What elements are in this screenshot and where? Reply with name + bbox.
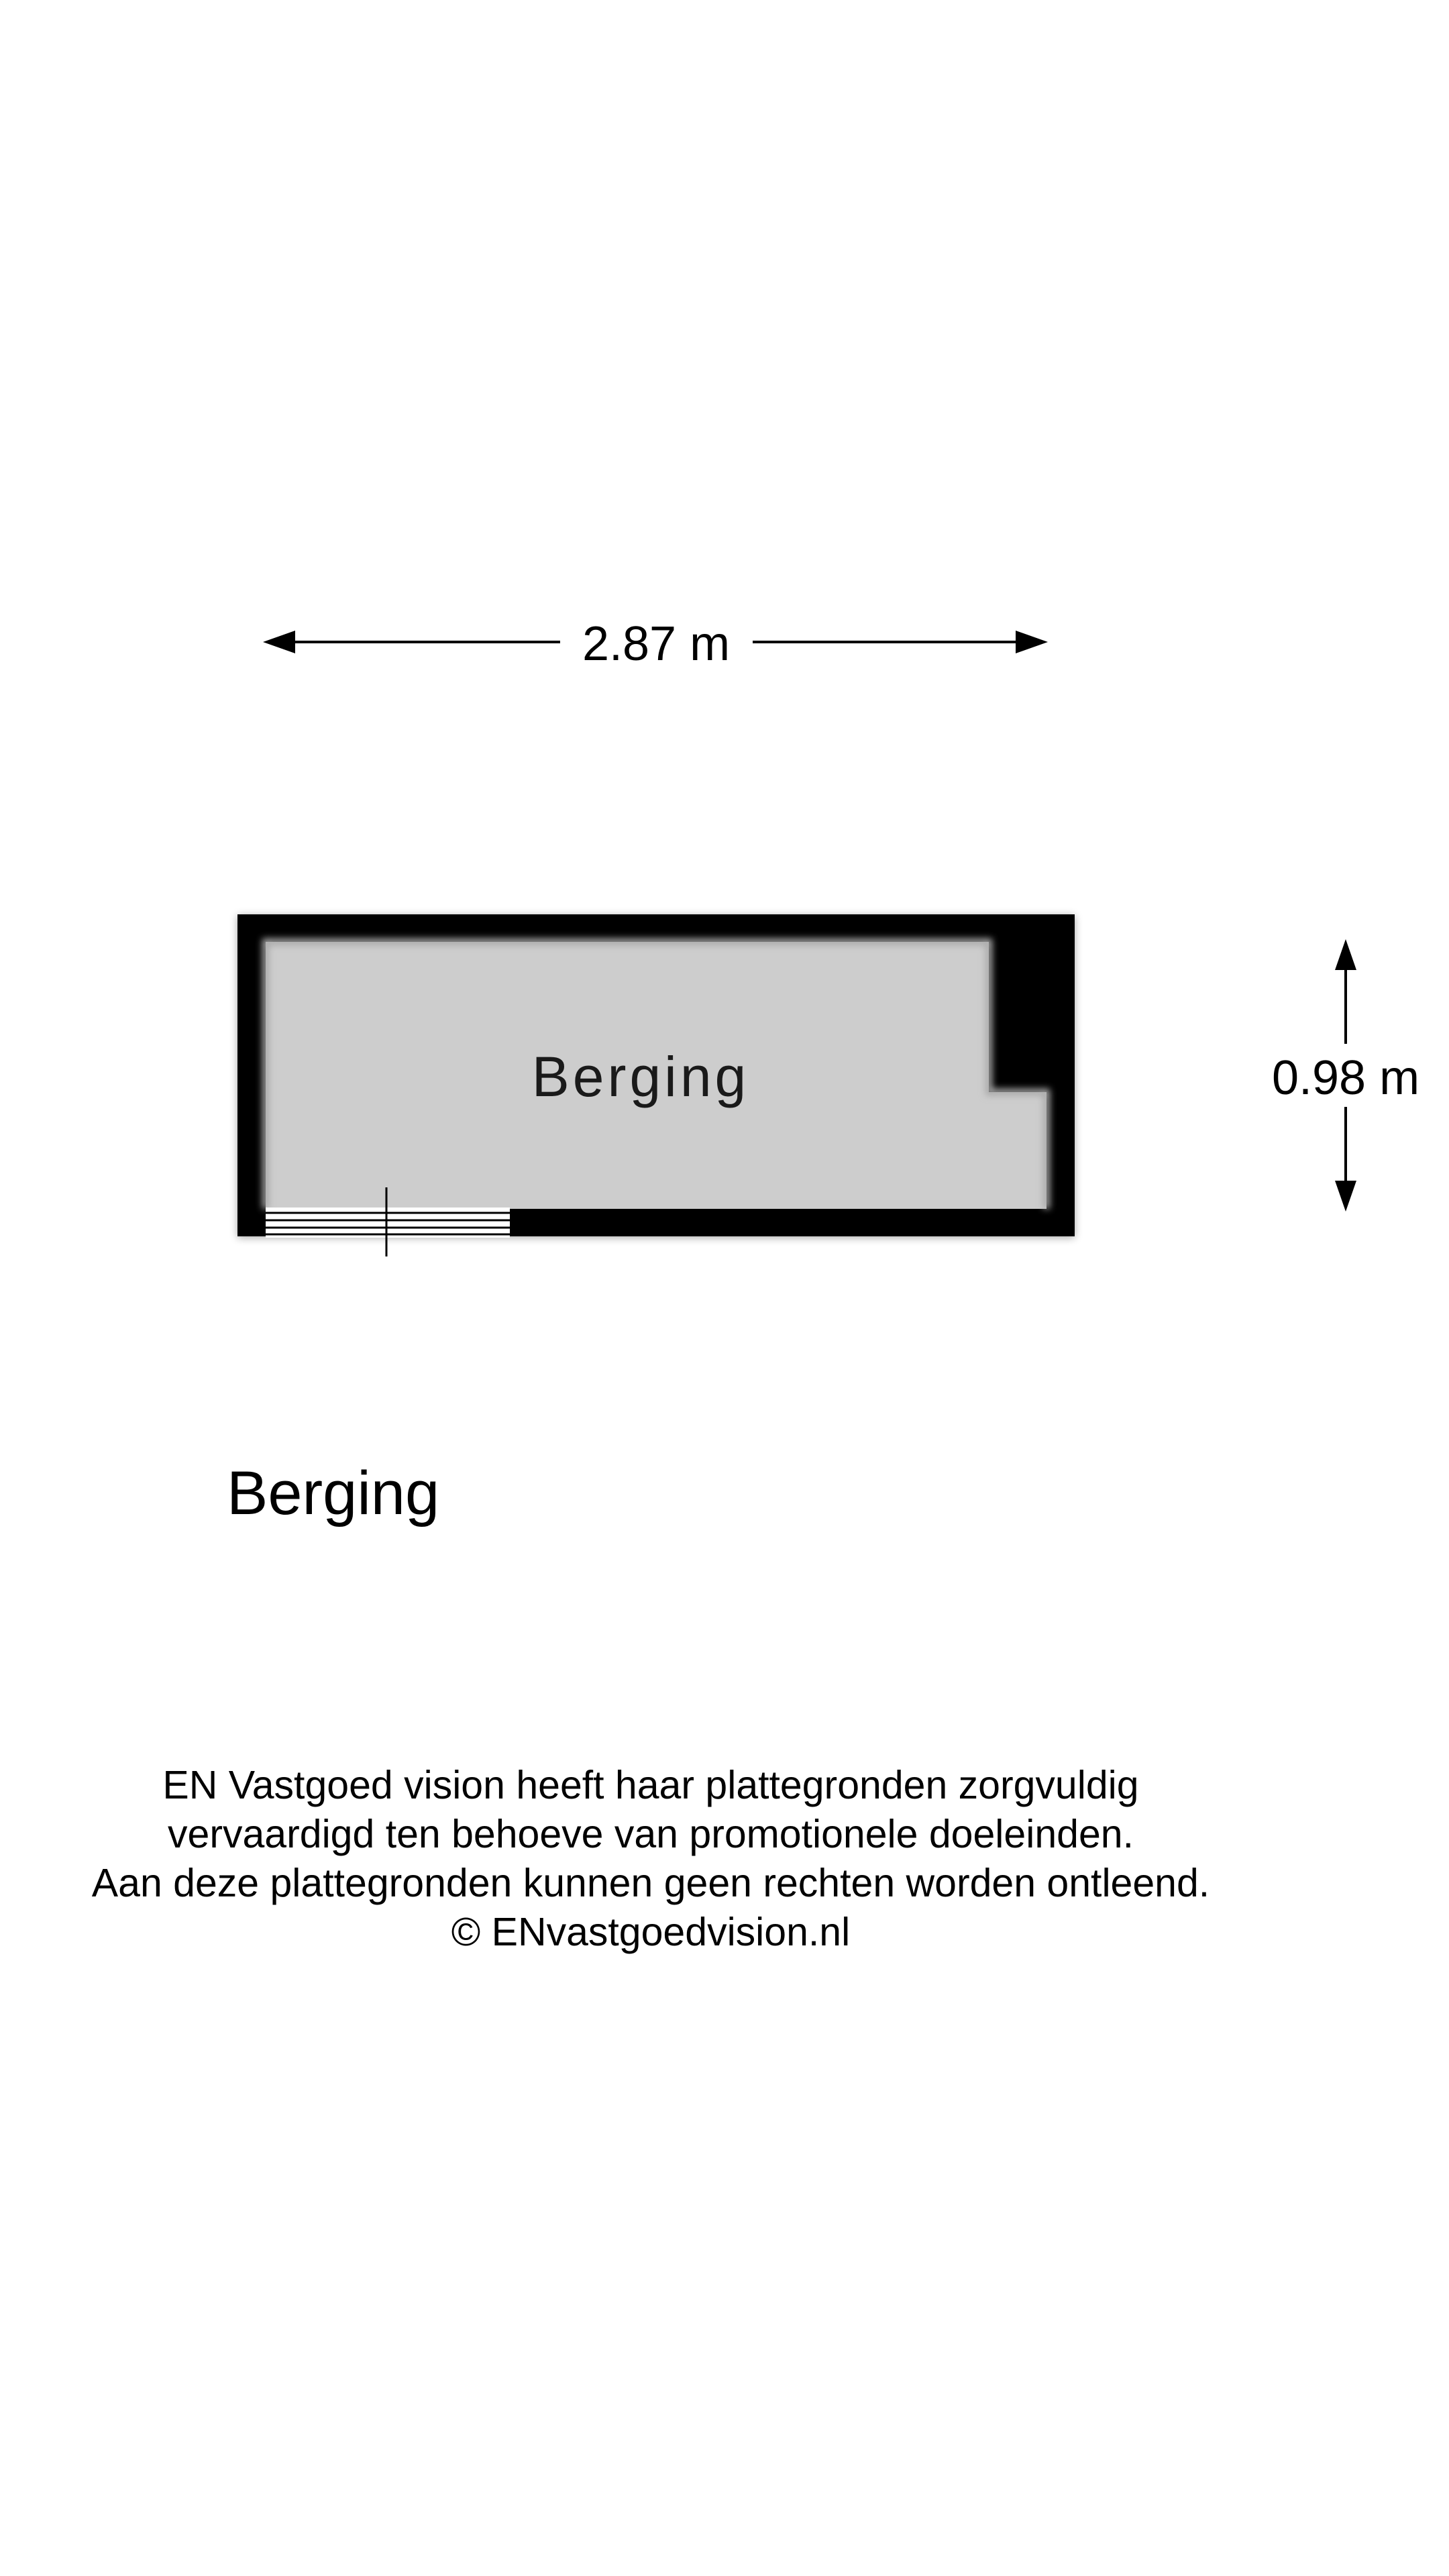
width-dimension-label: 2.87 m (582, 617, 731, 671)
width-dimension (263, 617, 1048, 671)
disclaimer-line: EN Vastgoed vision heeft haar plattegronden zorgvuldig (162, 1763, 1139, 1807)
depth-dimension (1272, 939, 1419, 1212)
room-label: Berging (531, 1045, 750, 1108)
arrow-left-icon (263, 631, 295, 653)
disclaimer-line: vervaardigd ten behoeve van promotionele doeleinden. (168, 1812, 1134, 1856)
arrow-down-icon (1335, 1181, 1356, 1212)
copyright-line: © ENvastgoedvision.nl (451, 1910, 851, 1954)
disclaimer-line: Aan deze plattegronden kunnen geen rechten worden ontleend. (91, 1861, 1210, 1905)
depth-dimension-label: 0.98 m (1271, 1051, 1420, 1105)
disclaimer (0, 1761, 1301, 1957)
arrow-right-icon (1016, 631, 1048, 653)
arrow-up-icon (1335, 939, 1356, 970)
floor-title: Berging (227, 1459, 440, 1527)
